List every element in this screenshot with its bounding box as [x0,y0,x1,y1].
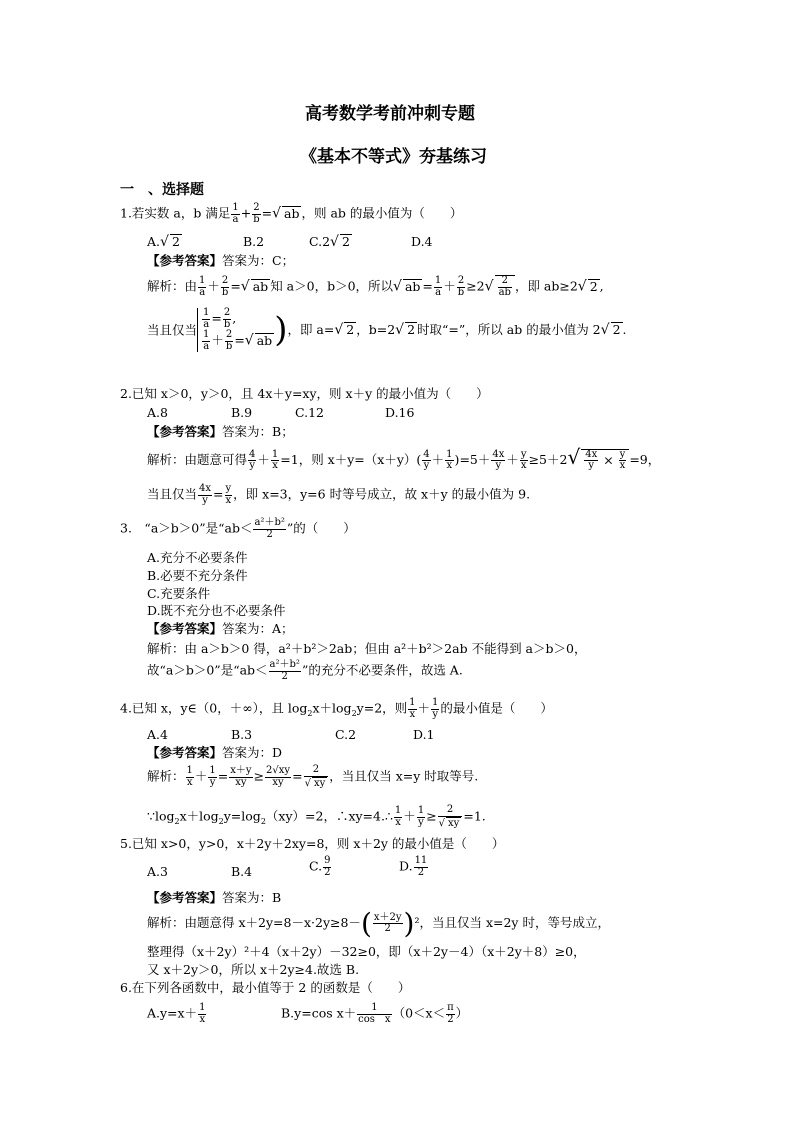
frac [202,308,210,330]
q5-option-d [399,856,429,878]
frac [221,276,229,298]
text: y=log [223,808,261,824]
text: ²，当且仅当 x=2y 时，等号成立， [414,915,610,931]
den: 2 [324,866,331,878]
comma: , [599,278,604,294]
answer-label: 【参考答案】 [147,424,223,439]
frac [431,698,439,720]
q1-option-a [147,234,182,251]
frac [584,450,598,472]
den: 2 [417,866,425,878]
num: 1 [394,805,402,816]
num: 11 [414,855,428,866]
text: ，即 x=3，y=6 时等号成立，故 x＋y 的最小值为 9. [233,486,531,502]
frac [414,856,429,878]
den: y [588,460,595,471]
num: 1 [199,275,206,286]
text: （xy）=2，∴xy=4.∴ [265,808,393,824]
q1-sqrt-ab: ab [284,205,300,221]
answer-text: 答案为：A； [222,621,294,636]
text: 知 a＞0，b＞0，所以 [270,278,394,294]
den: y [249,460,256,471]
q2-option-c: C.12 [295,405,324,420]
num: a²＋b² [254,517,285,528]
ge: ≥ [253,768,265,784]
sqrt-sign: √ [160,234,169,250]
q5-option-b: B.4 [231,864,253,879]
frac [417,806,425,828]
eq: = [292,768,303,784]
num: 9 [324,855,331,866]
sqrt-val: xy [313,777,326,789]
q1-stem-tail: ，则 ab 的最小值为（ ） [301,205,463,221]
q3-option-b: B.必要不充分条件 [147,568,248,583]
text: 解析：由题意可得 [147,452,248,467]
sqrt-sign: √ [438,817,446,829]
period: . [622,321,627,337]
answer-text: 答案为：B [222,890,282,905]
den: a [199,286,206,298]
q1-stem-text: 1.若实数 a，b 满足 [120,205,231,221]
num: a²＋b² [269,659,300,670]
q2-stem: 2.已知 x＞0，y＞0，且 4x＋y=xy，则 x＋y 的最小值为（ ） [120,386,489,401]
sqrt-val: ab [256,332,273,348]
ge2: ≥2 [466,278,485,294]
text: ，b=2 [356,321,396,337]
text: ”的（ ） [286,520,356,536]
frac [186,766,194,788]
num: y [225,483,232,494]
den: b [253,213,260,225]
num: 4 [423,448,430,460]
text: 3. “a＞b＞0”是“ab＜ [120,520,253,536]
num: 1 [232,202,239,213]
text: ”的充分不必要条件，故选 A. [301,662,463,678]
text: 故“a＞b＞0”是“ab＜ [147,662,268,678]
frac [498,276,512,298]
frac [229,766,252,788]
frac [357,1003,391,1025]
frac [445,450,453,472]
subscript: 2 [218,817,224,826]
q5-explanation-line1 [147,907,610,940]
q3-option-a: A.充分不必要条件 [147,550,248,565]
num: 1 [199,1002,206,1013]
q1-option-b: B.2 [243,234,265,249]
num: 1 [203,329,210,340]
q4-option-b: B.3 [231,727,253,742]
eq: = [234,332,245,348]
sqrt-val: 2 [341,234,350,249]
frac [198,484,212,506]
page-subtitle: 《基本不等式》夯基练习 [300,147,487,167]
sys-row-1 [201,308,274,330]
text: ，即 ab≥2 [514,278,578,294]
sqrt-val: 2 [171,234,180,249]
den: y [432,708,439,720]
frac [457,276,465,298]
text: 的最小值是（ ） [440,700,553,716]
sqrt-product [581,449,629,472]
plus: ＋ [207,278,220,294]
sqrt-sign: √ [577,278,587,295]
plus: ＋ [431,452,445,467]
q2-explanation-line2 [147,484,530,506]
ge: ≥ [426,808,437,824]
answer-text: 答案为：C； [222,253,295,268]
frac [446,1003,455,1025]
frac [198,276,206,298]
text: 解析：由 [147,278,198,294]
den: x [520,460,527,471]
den: a [203,318,210,330]
q5-option-c [309,856,332,878]
num: 2√xy [266,765,291,776]
num: 1 [271,448,279,460]
answer-text: 答案为：B； [222,424,294,439]
q5-option-a: A.3 [147,864,168,879]
text: 解析： [147,768,185,784]
eq: = [230,278,241,294]
open-paren: ( [360,907,372,940]
plus: ＋ [194,768,208,784]
sqrt-sign: √ [567,445,581,469]
q2-option-b: B.9 [231,405,253,420]
frac [520,450,528,472]
opt-label: D. [399,858,413,874]
eq: = [217,768,229,784]
den: x [446,460,453,471]
q2-option-d: D.16 [385,405,415,420]
num: 4x [585,448,598,460]
num: 1 [434,275,442,286]
text: ，当且仅当 x=y 时取等号. [329,768,479,784]
sqrt-sign: √ [395,321,405,338]
sqrt-val: 2 [612,321,621,337]
frac [491,450,505,472]
text: =9， [629,452,661,467]
num: 2 [221,275,229,286]
sqrt-sign: √ [240,278,250,295]
eq: = [422,278,433,294]
num: 4x [199,483,212,494]
num: 2 [304,765,329,777]
num: 2 [457,275,465,286]
text: y=2，则 [356,700,408,716]
q4-explanation-line1 [147,765,478,789]
q1-explanation-line1 [147,275,604,298]
frac [373,913,403,935]
opt-label: A. [147,234,161,249]
q3-answer [147,621,294,636]
q5-stem: 5.已知 x>0，y>0，x＋2y＋2xy=8，则 x＋2y 的最小值是（ ） [120,836,505,851]
den: x [186,776,193,788]
num: 4 [249,448,256,460]
sqrt-val: xy [448,817,460,829]
q1-exp2-tail [287,322,626,337]
q3-option-d: D.既不充分也不必要条件 [147,603,286,618]
sqrt-sign: √ [393,278,402,295]
frac [619,450,627,472]
q2-option-a: A.8 [147,405,168,420]
den: y [423,460,430,471]
text: ） [455,1005,469,1021]
q3-option-c: C.充要条件 [147,586,211,601]
num: 2 [223,307,231,318]
num: 1 [432,697,439,708]
sqrt-val: ab [252,278,269,294]
frac [269,660,301,682]
text: B.y=cos x＋ [281,1005,357,1021]
text: 当且仅当 [147,486,198,502]
den: x [619,460,626,471]
q4-answer [147,745,282,760]
q4-stem [120,698,553,720]
plus: ＋ [417,700,431,716]
plus: ＋ [403,808,416,824]
q1-plus: + [240,205,252,221]
plus: ＋ [211,332,224,348]
num: π [447,1002,454,1013]
q1-answer [147,253,294,268]
q5-answer [147,890,281,905]
den: 2 [281,670,288,682]
num: 1 [186,765,193,776]
text: 解析：由题意得 x＋2y=8－x·2y≥8－ [147,915,361,931]
den: b [225,340,233,352]
den: x [409,708,416,720]
sqrt-val: 2 [407,321,416,337]
num: 2 [225,329,233,340]
plus: ＋ [257,452,270,467]
q1-option-c [309,234,352,251]
sqrt-sign: √ [484,278,494,295]
answer-label: 【参考答案】 [147,253,223,268]
close-paren: ) [403,907,415,940]
den: y [418,816,424,828]
frac [265,766,291,788]
subscript: 2 [174,817,180,826]
frac [408,698,416,720]
num: 1 [446,448,453,460]
q1-option-d: D.4 [411,234,433,249]
den: x [199,1013,206,1025]
q1-eq: = [261,205,273,221]
q2-explanation-line1: 解析：由题意可得 $\frac{4}{y}$ ＋ $\frac{1}{x}$ =1，则 x＋y=（x＋y）( $\frac{4}{y}$ ＋ $\frac{1}{x}$ )=5＋ $\frac{4x}{y}$ ＋ $\frac{y}{x}$ ≥5＋2√ $\frac{4x}{y}$ × $\frac{y}{x}$ =9， [147,445,661,471]
q3-explanation-line1: 解析：由 a＞b＞0 得，a²＋b²＞2ab；但由 a²＋b²＞2ab 不能得到 a＞b＞0， [147,641,587,656]
den: y [495,460,502,471]
sqrt-sign: √ [304,777,311,789]
q4-explanation-line2 [147,805,486,829]
q5-explanation-line2: 整理得（x＋2y）²＋4（x＋2y）－32≥0，即（x＋2y－4）（x＋2y＋8）≥0， [147,944,586,959]
num: 1 [409,697,416,708]
sqrt-sign: √ [330,234,339,250]
text: （0＜x＜ [392,1005,446,1021]
q6-stem: 6.在下列各函数中，最小值等于 2 的函数是（ ） [120,980,411,995]
q3-explanation-line2 [147,660,463,682]
den: a [435,286,442,298]
q4-option-c: C.2 [335,727,357,742]
frac [323,856,331,878]
num: x＋y [230,765,252,776]
opt-label: C. [309,858,323,874]
den: y [202,494,208,506]
frac [202,330,210,352]
close-paren: ) [274,309,288,350]
den: a [203,340,210,352]
text: =1. [463,808,486,824]
den: 2 [266,528,273,540]
page-title: 高考数学考前冲刺专题 [305,104,475,124]
q3-stem [120,518,356,540]
q1-frac-2b [252,203,260,225]
frac [438,805,463,829]
num: x＋2y [373,911,402,923]
opt-label: C.2 [309,234,331,249]
text: ，即 a= [287,321,335,337]
sqrt-frac [495,275,515,298]
frac [253,518,285,540]
sqrt-val: ab [404,278,421,294]
frac [225,484,233,506]
section-heading: 一 、选择题 [120,182,204,198]
sqrt-sign: √ [244,332,254,349]
q4-option-d: D.1 [413,727,435,742]
num: 1 [209,765,216,776]
den: cos x [358,1013,391,1025]
den [304,777,329,790]
frac [422,450,430,472]
comma: , [232,310,237,326]
sqrt-sign: √ [272,205,281,222]
num: 1 [417,805,425,816]
text: x＋log [312,700,352,716]
sqrt-val: 2 [346,321,355,337]
den: x [225,494,232,506]
num: 4x [492,448,505,460]
den: y [209,776,216,788]
num: 1 [203,307,210,318]
text: 时取“=”，所以 ab 的最小值为 2 [417,321,601,337]
plus: ＋ [506,452,519,467]
frac [223,308,231,330]
answer-label: 【参考答案】 [147,890,223,905]
q2-answer [147,424,294,439]
num: 1 [357,1003,391,1015]
sqrt-sign: √ [334,321,344,338]
num: y [619,448,626,460]
text: x＋log [179,808,219,824]
equation-system [197,308,274,352]
den: b [457,286,465,298]
text: 4.已知 x，y∈（0，＋∞），且 log [120,700,308,716]
answer-label: 【参考答案】 [147,745,223,760]
subscript: 2 [260,817,266,826]
den [438,817,463,830]
frac [304,765,329,789]
subscript: 2 [307,709,313,718]
text: 当且仅当 [147,322,198,338]
eq: = [211,310,222,326]
frac [208,766,216,788]
frac [271,450,279,472]
den: b [223,318,231,330]
frac [198,1003,206,1025]
den: x [395,816,401,828]
text: A.y=x＋ [147,1005,198,1021]
eq: = [213,486,224,502]
text: =5＋ [459,452,491,467]
frac [248,450,256,472]
answer-text: 答案为：D [222,745,283,760]
plus: ＋ [443,278,456,294]
text: ∵log [147,808,175,824]
num: 2 [253,202,260,213]
frac [434,276,442,298]
frac [394,806,402,828]
sqrt-val: 2 [589,278,598,294]
sqrt-sign: √ [600,321,610,338]
q6-option-b [281,1003,468,1025]
den: xy [235,776,247,788]
text: ≥5＋2 [528,452,568,467]
den: x [272,460,278,471]
times: × [603,452,614,467]
subscript: 2 [351,709,357,718]
q4-option-a: A.4 [147,727,168,742]
num: y [520,448,527,460]
q1-frac-1a [231,203,239,225]
den: 2 [384,923,391,935]
text: =1，则 x＋y=（x＋y） [280,452,417,467]
den: 2 [447,1013,454,1025]
frac [225,330,233,352]
num: 2 [438,805,463,817]
den: ab [498,286,511,298]
num: 2 [498,276,512,288]
den: a [232,213,239,225]
q6-option-a [147,1003,207,1025]
answer-label: 【参考答案】 [147,621,223,636]
den: b [221,286,229,298]
den: xy [272,776,284,788]
q1-explanation-line2 [147,308,627,352]
q1-stem [120,203,462,225]
q5-explanation-line3: 又 x＋2y＞0，所以 x＋2y≥4.故选 B. [147,962,360,977]
sys-row-2 [201,330,274,352]
